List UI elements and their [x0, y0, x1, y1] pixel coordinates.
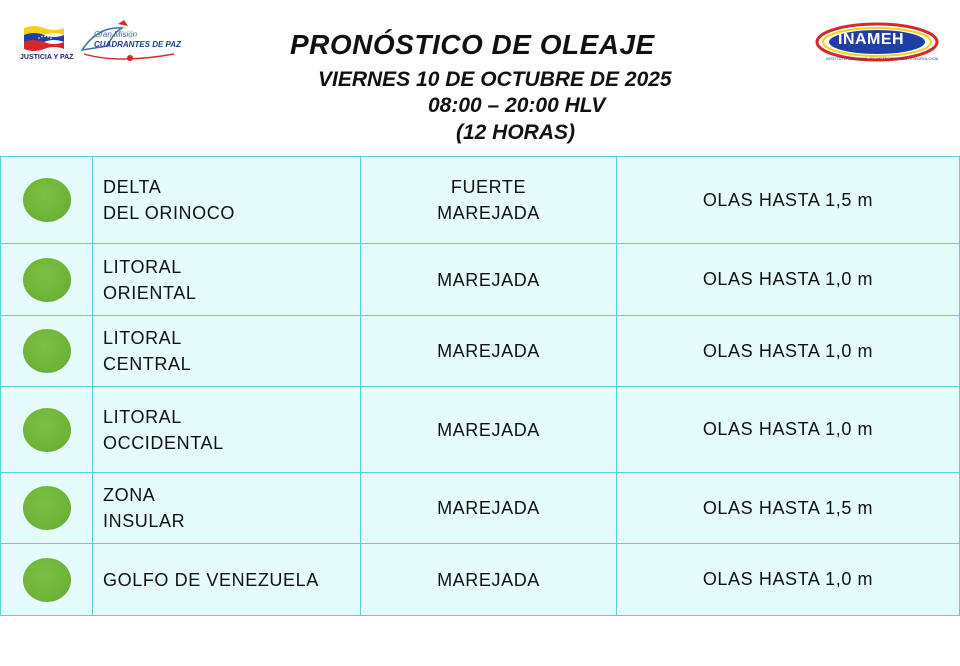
status-dot-icon — [23, 408, 71, 452]
zone-name-line2: ORIENTAL — [103, 282, 197, 303]
status-dot-icon — [23, 486, 71, 530]
table-row — [1, 157, 960, 244]
zone-name-line1: LITORAL — [103, 256, 182, 277]
status-dot-icon — [23, 178, 71, 222]
zone-cell: GOLFO DE VENEZUELA — [93, 544, 361, 616]
status-dot-icon — [23, 558, 71, 602]
condition-cell — [361, 157, 617, 244]
waves-cell: OLAS HASTA 1,0 m — [617, 316, 960, 387]
page-header — [0, 0, 960, 155]
zone-name-line2: INSULAR — [103, 511, 186, 531]
table-row — [1, 387, 960, 473]
zone-cell — [93, 387, 361, 473]
forecast-duration: (12 HORAS) — [456, 121, 576, 144]
condition-line1: FUERTE — [450, 177, 527, 197]
zone-cell — [93, 157, 361, 244]
zone-cell — [93, 473, 361, 544]
gran-mision-text: Gran Misión — [94, 30, 138, 39]
waves-cell: OLAS HASTA 1,5 m — [617, 473, 960, 544]
zone-name-line1: DELTA — [103, 177, 162, 197]
forecast-date: VIERNES 10 DE OCTUBRE DE 2025 — [318, 68, 672, 91]
inameh-subtitle: INSTITUTO NACIONAL DE METEOROLOGÍA E HIDROLOGÍA — [826, 56, 939, 61]
page-title: PRONÓSTICO DE OLEAJE — [290, 29, 655, 60]
table-row — [1, 544, 960, 616]
inameh-logo — [814, 20, 940, 68]
waves-cell: OLAS HASTA 1,0 m — [617, 244, 960, 316]
status-cell — [1, 316, 93, 387]
justicia-y-paz-caption: JUSTICIA Y PAZ — [20, 54, 74, 61]
condition-cell: MAREJADA — [361, 387, 617, 473]
zone-name-line2: DEL ORINOCO — [103, 203, 235, 223]
government-logo — [18, 18, 181, 68]
zone-name-line1: ZONA — [103, 485, 156, 505]
condition-cell: MAREJADA — [361, 316, 617, 387]
status-cell — [1, 157, 93, 244]
zone-name-line2: CENTRAL — [103, 354, 192, 374]
table-row — [1, 473, 960, 544]
venezuela-flag-icon — [22, 24, 66, 52]
status-dot-icon — [23, 258, 71, 302]
waves-cell: OLAS HASTA 1,0 m — [617, 544, 960, 616]
table-row — [1, 316, 960, 387]
zone-name-line2: OCCIDENTAL — [103, 432, 224, 453]
status-cell — [1, 544, 93, 616]
status-cell — [1, 473, 93, 544]
inameh-name: INAMEH — [838, 31, 905, 48]
condition-cell: MAREJADA — [361, 244, 617, 316]
waves-cell: OLAS HASTA 1,5 m — [617, 157, 960, 244]
status-cell — [1, 387, 93, 473]
zone-cell — [93, 244, 361, 316]
forecast-hours: 08:00 – 20:00 HLV — [428, 94, 606, 117]
zone-name-line1: LITORAL — [103, 328, 182, 348]
condition-line2: MAREJADA — [437, 203, 540, 223]
condition-cell: MAREJADA — [361, 473, 617, 544]
zone-cell — [93, 316, 361, 387]
zone-name-line1: LITORAL — [103, 406, 182, 427]
status-cell — [1, 244, 93, 316]
cuadrantes-de-paz-text: CUADRANTES DE PAZ — [94, 40, 181, 49]
table-row — [1, 244, 960, 316]
status-dot-icon — [23, 329, 71, 373]
forecast-table — [0, 156, 960, 616]
condition-cell: MAREJADA — [361, 544, 617, 616]
waves-cell: OLAS HASTA 1,0 m — [617, 387, 960, 473]
